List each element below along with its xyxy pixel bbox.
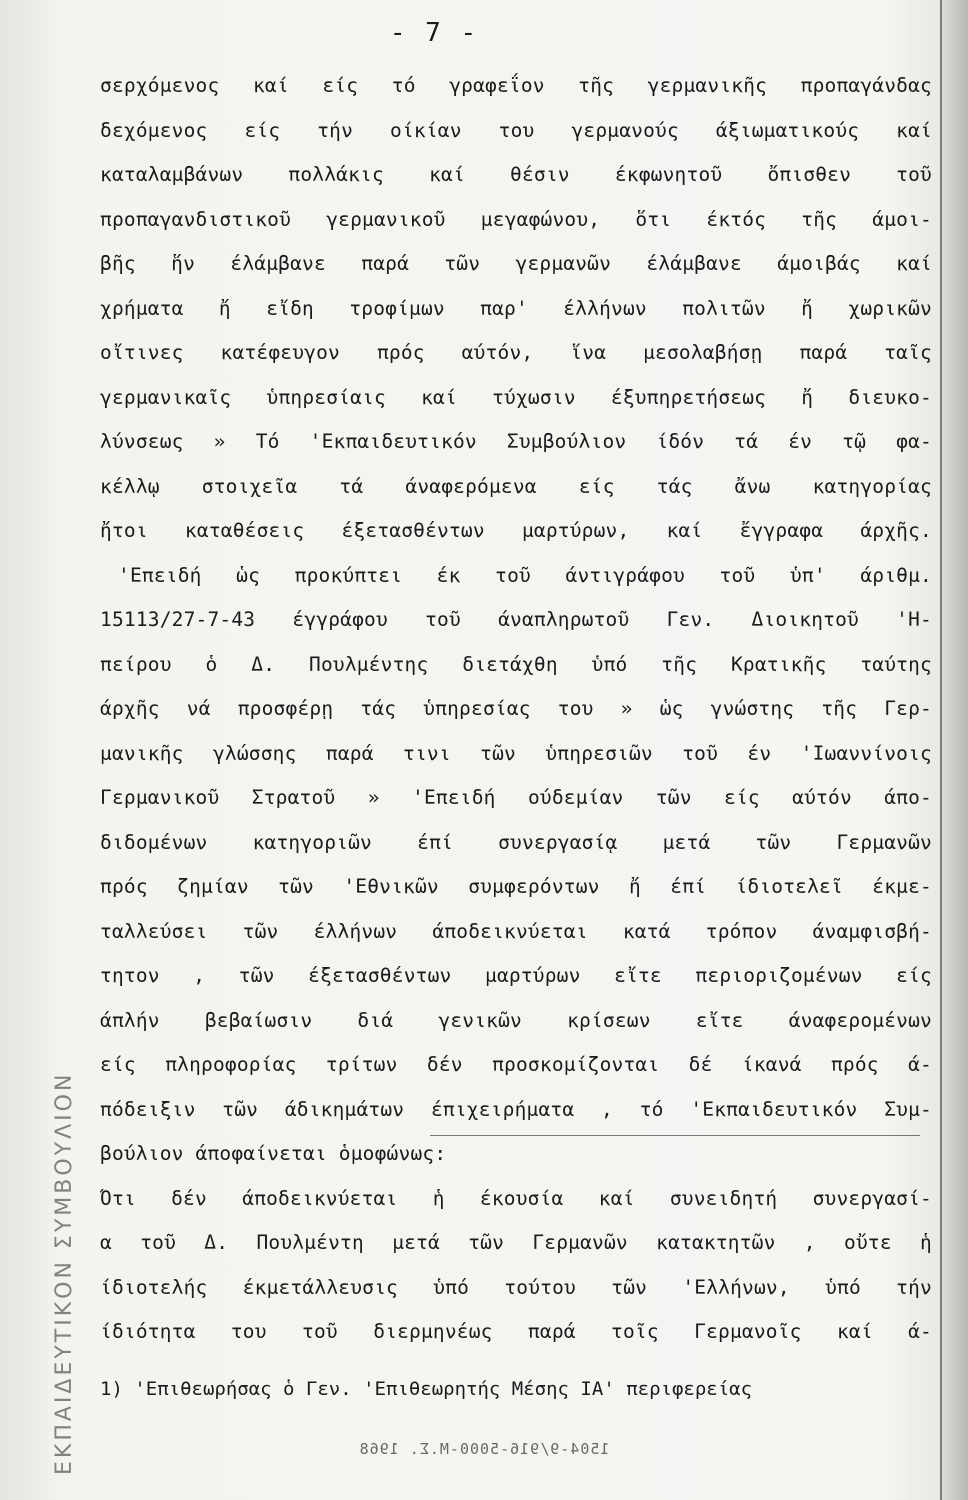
text-line-24: πόδειξιν τῶν άδικημάτων έπιχειρήματα , τό 'Εκπαιδευτικόν Συμ- — [100, 1097, 932, 1121]
text-line-12: 'Επειδή ὡς προκύπτει έκ τοῦ άντιγράφου τοῦ ὑπ' άριθμ. — [118, 563, 932, 587]
text-line-27: α τοῦ Δ. Πουλμέντη μετά τῶν Γερμανῶν κατακτητῶν , οὔτε ἡ — [100, 1231, 932, 1254]
footnote-line: 1) 'Επιθεωρήσας ὁ Γεν. 'Επιθεωρητής Μέσης ΙΑ' περιφερείας — [100, 1378, 753, 1400]
text-line-22: άπλήν βεβαίωσιν διά γενικῶν κρίσεων εἴτε άναφερομένων — [100, 1008, 932, 1032]
text-line-18: διδομένων κατηγοριῶν έπί συνεργασίᾳ μετά τῶν Γερμανῶν — [100, 830, 932, 854]
text-line-20: ταλλεύσει τῶν έλλήνων άποδεικνύεται κατά τρόπον άναμφισβή- — [100, 919, 932, 943]
text-line-16: μανικῆς γλώσσης παρά τινι τῶν ὑπηρεσιῶν τοῦ έν 'Ιωαννίνοις — [100, 741, 932, 765]
text-line-21: τητον , τῶν έξετασθέντων μαρτύρων εἴτε περιοριζομένων είς — [100, 964, 932, 987]
text-line-6: χρήματα ἤ εἴδη τροφίμων παρ' έλλήνων πολιτῶν ἤ χωρικῶν — [100, 296, 932, 320]
typed-body-text — [100, 64, 932, 1355]
text-line-28: ίδιοτελής έκμετάλλευσις ὑπό τούτου τῶν 'Ελλήνων, ὑπό τήν — [100, 1275, 932, 1299]
left-margin-stamp: ΕΚΠΑΙΔΕΥΤΙΚΟΝ ΣΥΜΒΟΥΛΙΟΝ — [52, 1071, 77, 1475]
scan-right-edge — [940, 0, 968, 1500]
printer-mark: 1504-9/916-5000-Μ.Σ. 1968 — [358, 1440, 610, 1458]
text-line-9: λύνσεως » Τό 'Εκπαιδευτικόν Συμβούλιον ίδόν τά έν τῷ φα- — [100, 430, 932, 453]
text-line-1: σερχόμενος καί είς τό γραφεΐον τῆς γερμανικῆς προπαγάνδας — [100, 74, 932, 97]
text-line-26: Ὅτι δέν άποδεικνύεται ἡ έκουσία καί συνειδητή συνεργασί- — [100, 1186, 932, 1210]
text-line-29: ίδιότητα του τοῦ διερμηνέως παρά τοῖς Γερμανοῖς καί ά- — [100, 1320, 932, 1343]
page-number: - 7 - — [389, 18, 479, 48]
text-line-11: ἤτοι καταθέσεις έξετασθέντων μαρτύρων, καί ἔγγραφα άρχῆς. — [100, 519, 932, 542]
text-line-8: γερμανικαῖς ὑπηρεσίαις καί τύχωσιν έξυπηρετήσεως ἤ διευκο- — [100, 385, 932, 409]
text-line-7: οἴτινες κατέφευγον πρός αύτόν, ἵνα μεσολαβήσῃ παρά ταῖς — [100, 341, 932, 364]
text-line-3: καταλαμβάνων πολλάκις καί θέσιν έκφωνητοῦ ὄπισθεν τοῦ — [100, 163, 932, 186]
text-line-10: κέλλῳ στοιχεῖα τά άναφερόμενα είς τάς ἄνω κατηγορίας — [100, 474, 932, 498]
underline-rule — [430, 1135, 920, 1136]
text-line-2: δεχόμενος είς τήν οίκίαν του γερμανούς άξιωματικούς καί — [100, 118, 932, 142]
text-line-19: πρός ζημίαν τῶν 'Εθνικῶν συμφερόντων ἤ έπί ίδιοτελεῖ έκμε- — [100, 875, 932, 898]
text-line-14: πείρου ὁ Δ. Πουλμέντης διετάχθη ὑπό τῆς Κρατικῆς ταύτης — [100, 652, 932, 676]
text-line-23: είς πληροφορίας τρίτων δέν προσκομίζονται δέ ίκανά πρός ά- — [100, 1053, 932, 1076]
left-margin-bleed-text — [18, 90, 58, 810]
text-line-17: Γερμανικοῦ Στρατοῦ » 'Επειδή ούδεμίαν τῶν είς αύτόν άπο- — [100, 786, 932, 809]
text-line-25: βούλιον άποφαίνεται ὁμοφώνως: — [100, 1142, 447, 1165]
text-line-5: βῆς ἥν έλάμβανε παρά τῶν γερμανῶν έλάμβανε άμοιβάς καί — [100, 252, 932, 275]
text-line-4: προπαγανδιστικοῦ γερμανικοῦ μεγαφώνου, ὅτι έκτός τῆς άμοι- — [100, 207, 932, 231]
text-line-15: άρχῆς νά προσφέρῃ τάς ὑπηρεσίας του » ὡς γνώστης τῆς Γερ- — [100, 697, 932, 720]
text-line-13: 15113/27-7-43 έγγράφου τοῦ άναπληρωτοῦ Γεν. Διοικητοῦ 'Η- — [100, 608, 932, 631]
